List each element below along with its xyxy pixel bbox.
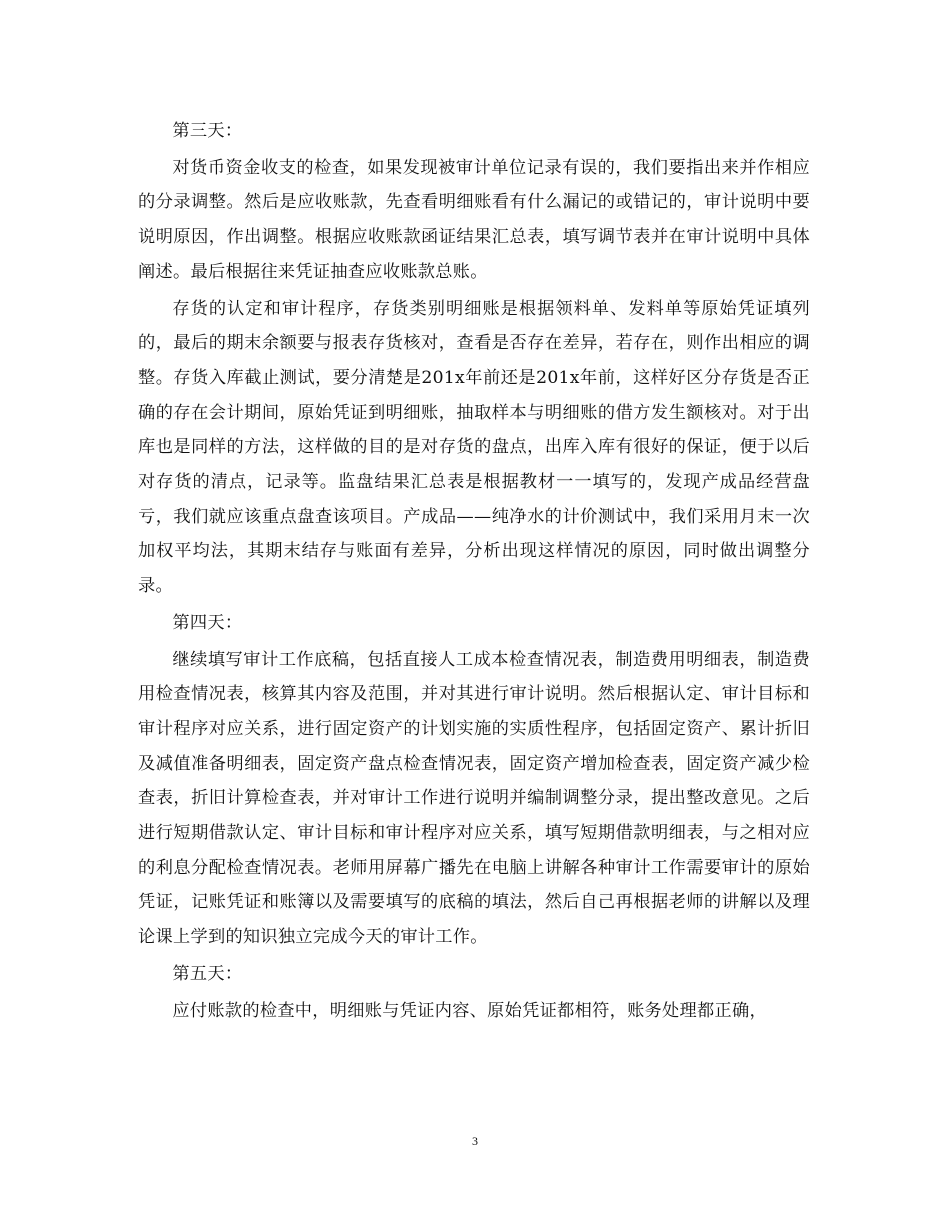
day-five-heading: 第五天： [172,963,243,984]
paragraph-accounts-payable: 应付账款的检查中，明细账与凭证内容、原始凭证都相符，账务处理都正确， [172,1000,767,1021]
page-number: 3 [472,1134,478,1148]
day-three-heading: 第三天： [172,121,243,141]
day-four-heading: 第四天： [172,612,243,633]
paragraph-working-papers: 继续填写审计工作底稿，包括直接人工成本检查情况表，制造费用明细表，制造费用检查情况表，核算其内容及范围，并对其进行审计说明。然后根据认定、审计目标和审计程序对应关系，进行固定资产的计划实施的实质性程序，包括固定资产、累计折旧及减值准备明细表，固定资产盘点检查情况表，固定资产增加检查表，固定资产减少检查表，折旧计算检查表，并对审计工作进行说明并编制调整分录，提出整改意见。之后进行短期借款认定、审计目标和审计程序对应关系，填写短期借款明细表，与之相对应的利息分配检查情况表。老师用屏幕广播先在电脑上讲解各种审计工作需要审计的原始凭证，记账凭证和账簿以及需要填写的底稿的填法，然后自己再根据老师的讲解以及理论课上学到的知识独立完成今天的审计工作。 [138,649,810,948]
document-body [138,114,810,1030]
paragraph-inventory: 存货的认定和审计程序，存货类别明细账是根据领料单、发料单等原始凭证填列的，最后的期末余额要与报表存货核对，查看是否存在差异，若存在，则作出相应的调整。存货入库截止测试，要分清楚是201x年前还是201x年前，这样好区分存货是否正确的存在会计期间，原始凭证到明细账，抽取样本与明细账的借方发生额核对。对于出库也是同样的方法，这样做的目的是对存货的盘点，出库入库有很好的保证，便于以后对存货的清点，记录等。监盘结果汇总表是根据教材一一填写的，发现产成品经营盘亏，我们就应该重点盘查该项目。产成品——纯净水的计价测试中，我们采用月末一次加权平均法，其期末结存与账面有差异，分析出现这样情况的原因，同时做出调整分录。 [138,298,810,597]
paragraph-cash-and-receivables: 对货币资金收支的检查，如果发现被审计单位记录有误的，我们要指出来并作相应的分录调整。然后是应收账款，先查看明细账看有什么漏记的或错记的，审计说明中要说明原因，作出调整。根据应收账款函证结果汇总表，填写调节表并在审计说明中具体阐述。最后根据往来凭证抽查应收账款总账。 [138,157,810,282]
